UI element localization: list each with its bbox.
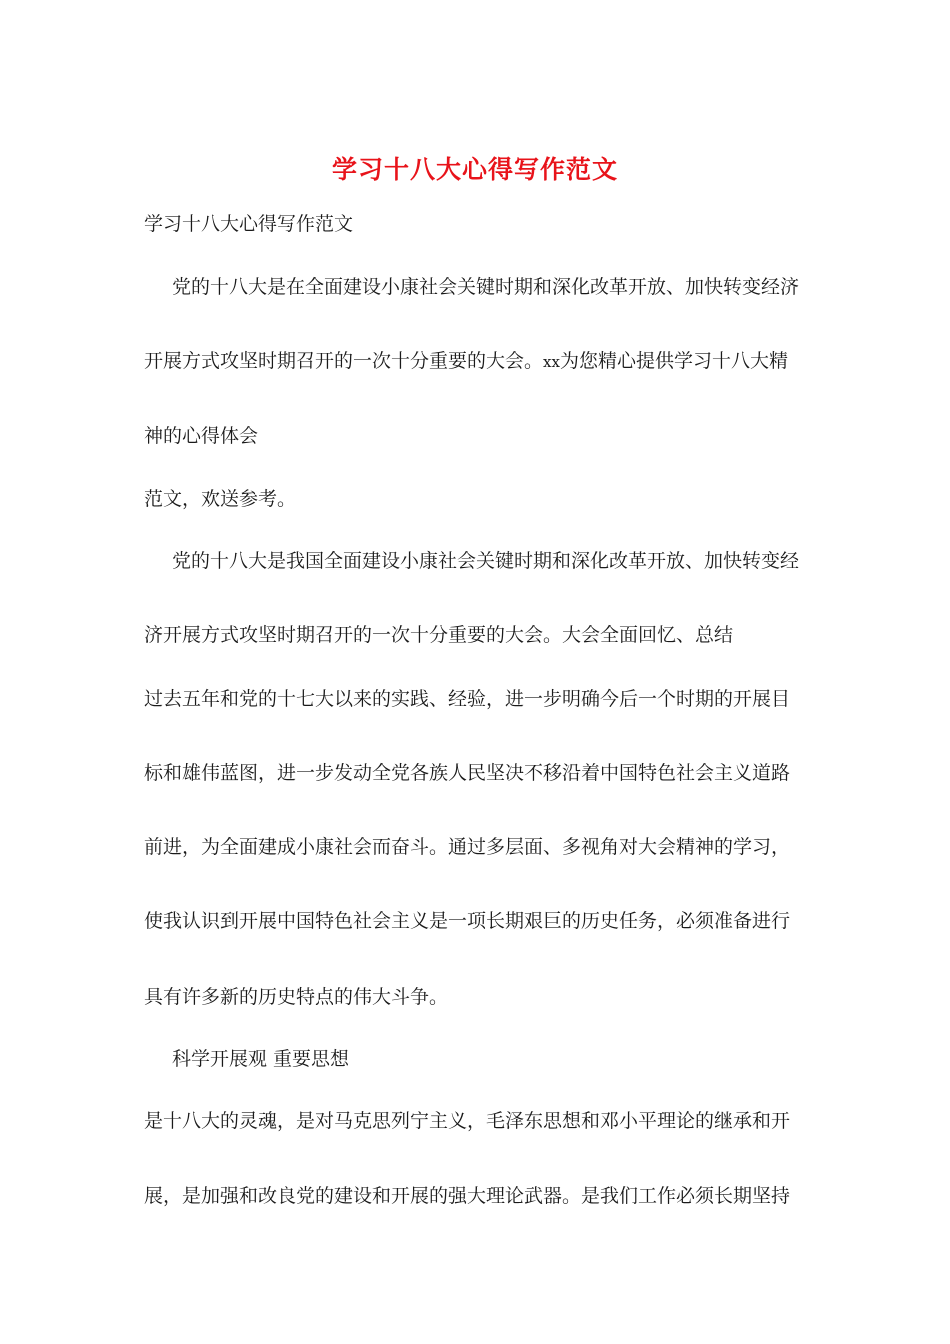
paragraph-line: 科学开展观 重要思想 (172, 1048, 350, 1070)
paragraph-line: 范文，欢送参考。 (144, 488, 297, 510)
paragraph-line: 党的十八大是在全面建设小康社会关键时期和深化改革开放、加快转变经济 (172, 276, 800, 298)
paragraph-line: 前进，为全面建成小康社会而奋斗。通过多层面、多视角对大会精神的学习， (144, 836, 791, 858)
paragraph-line (144, 348, 788, 375)
paragraph-line: 济开展方式攻坚时期召开的一次十分重要的大会。大会全面回忆、总结 (144, 624, 734, 646)
paragraph-line: 过去五年和党的十七大以来的实践、经验，进一步明确今后一个时期的开展目 (144, 688, 791, 710)
subtitle-line: 学习十八大心得写作范文 (144, 213, 354, 235)
placeholder-text: xx (543, 353, 560, 371)
paragraph-line: 是十八大的灵魂，是对马克思列宁主义，毛泽东思想和邓小平理论的继承和开 (144, 1110, 791, 1132)
paragraph-line: 标和雄伟蓝图，进一步发动全党各族人民坚决不移沿着中国特色社会主义道路 (144, 762, 791, 784)
paragraph-line: 使我认识到开展中国特色社会主义是一项长期艰巨的历史任务，必须准备进行 (144, 910, 791, 932)
paragraph-line: 党的十八大是我国全面建设小康社会关键时期和深化改革开放、加快转变经 (172, 550, 800, 572)
paragraph-line: 具有许多新的历史特点的伟大斗争。 (144, 986, 449, 1008)
document-title: 学习十八大心得写作范文 (331, 155, 618, 184)
paragraph-line: 展，是加强和改良党的建设和开展的强大理论武器。是我们工作必须长期坚持 (144, 1185, 791, 1207)
paragraph-text: 开展方式攻坚时期召开的一次十分重要的大会。 (144, 350, 544, 372)
paragraph-text: 为您精心提供学习十八大精 (559, 350, 788, 372)
paragraph-line: 神的心得体会 (144, 425, 259, 447)
